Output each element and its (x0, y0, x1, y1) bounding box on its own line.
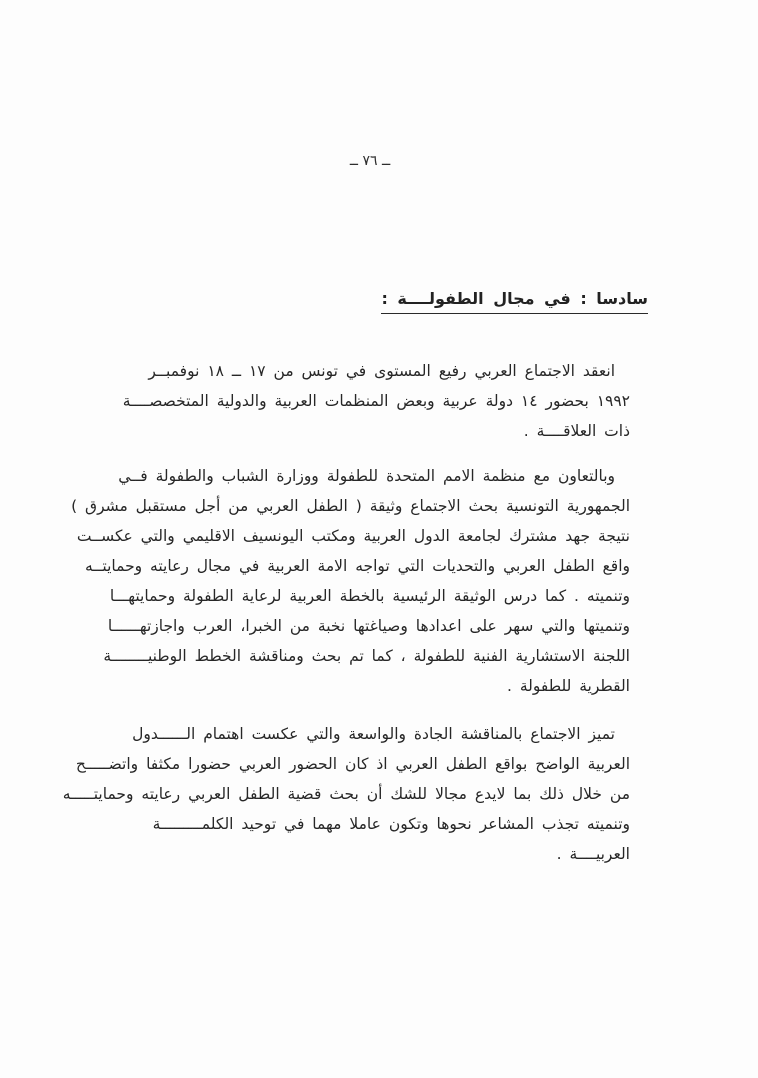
text-line: وتنميته . كما درس الوثيقة الرئيسية بالخطة العربية لرعاية الطفولة وحمايتهـــا (109, 587, 630, 605)
paragraph-cooperation-unicef (71, 461, 630, 701)
text-line: ذات العلاقــــة . (523, 422, 630, 440)
text-line: نتيجة جهد مشترك لجامعة الدول العربية ومكتب اليونسيف الاقليمي والتي عكســت (76, 527, 630, 545)
page-number: ــ ٧٦ ــ (349, 153, 391, 169)
section-heading: سادسا : في مجال الطفولــــة : (381, 289, 648, 314)
text-line: الجمهورية التونسية بحث الاجتماع وثيقة ( الطفل العربي من أجل مستقبل مشرق ) (71, 497, 630, 515)
text-line: وبالتعاون مع منظمة الامم المتحدة للطفولة ووزارة الشباب والطفولة فــي (118, 467, 615, 485)
text-line: من خلال ذلك بما لايدع مجالا للشك أن بحث قضية الطفل العربي رعايته وحمايتـــــه (62, 785, 630, 803)
text-line: العربيــــة . (556, 845, 630, 863)
paragraph-serious-discussion (62, 719, 630, 869)
text-line: وتنميتها والتي سهر على اعدادها وصياغتها نخبة من الخبرا، العرب واجازتهــــــا (107, 617, 630, 635)
text-line: اللجنة الاستشارية الفنية للطفولة ، كما تم بحث ومناقشة الخطط الوطنيــــــــة (103, 647, 630, 665)
text-line: العربية الواضح بواقع الطفل العربي اذ كان الحضور العربي حضورا مكثفا واتضـــــح (75, 755, 630, 773)
text-line: انعقد الاجتماع العربي رفيع المستوى في تونس من ١٧ ــ ١٨ نوفمبــر (148, 362, 615, 380)
text-line: القطرية للطفولة . (507, 677, 630, 695)
text-line: واقع الطفل العربي والتحديات التي تواجه الامة العربية في مجال رعايته وحمايتــه (85, 557, 630, 575)
text-line: تميز الاجتماع بالمناقشة الجادة والواسعة والتي عكست اهتمام الــــــدول (132, 725, 615, 743)
paragraph-meeting-held (114, 356, 630, 446)
text-line: ١٩٩٢ بحضور ١٤ دولة عربية وبعض المنظمات العربية والدولية المتخصصــــة (122, 392, 630, 410)
text-line: وتنميته تجذب المشاعر نحوها وتكون عاملا مهما في توحيد الكلمـــــــــة (152, 815, 630, 833)
